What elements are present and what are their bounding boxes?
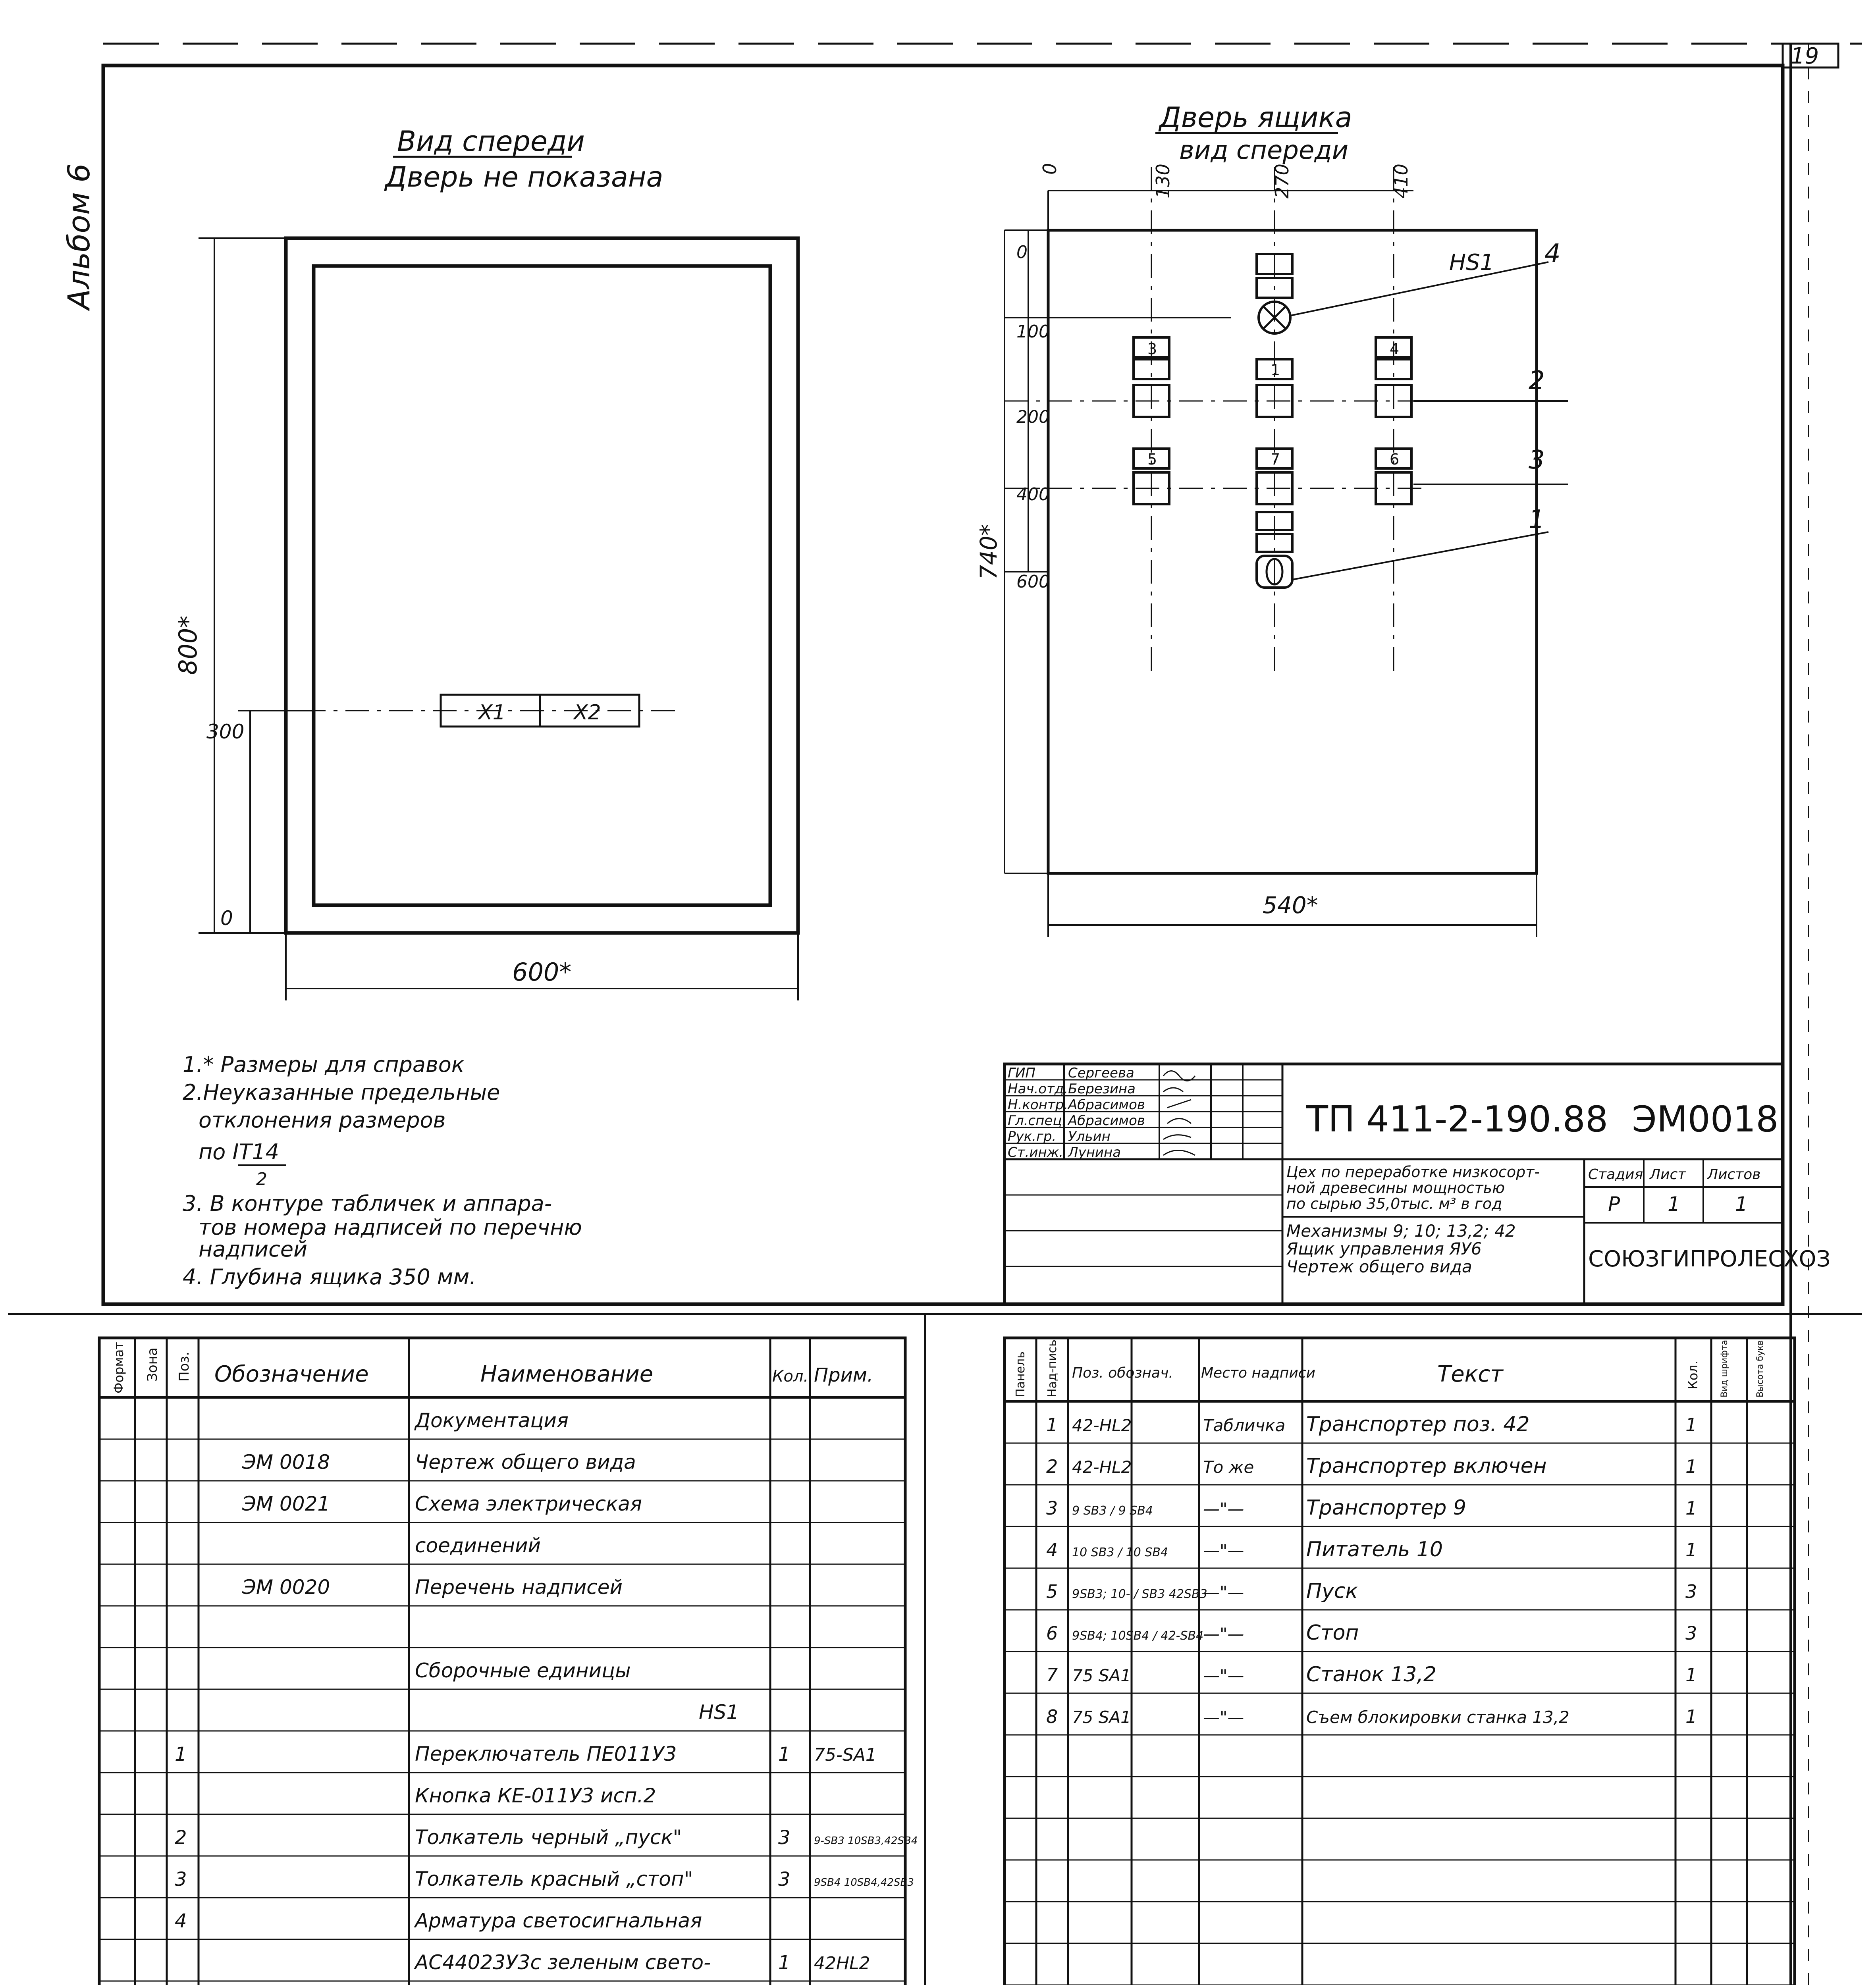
- callout-1: 1: [1529, 505, 1545, 534]
- sig-name: Березина: [1068, 1081, 1136, 1097]
- door-dim-width-540: 540*: [1263, 892, 1318, 919]
- table-row: [175, 1867, 914, 1891]
- insc-cell-text: Транспортер поз. 42: [1306, 1413, 1530, 1436]
- plate-r1-mid-num: 1: [1271, 361, 1280, 379]
- button-row-2: [1134, 449, 1411, 588]
- insc-header-pos: Поз. обознач.: [1072, 1365, 1173, 1381]
- insc-cell-text: Транспортер включен: [1306, 1454, 1547, 1478]
- note-line: 4. Глубина ящика 350 мм.: [183, 1264, 476, 1289]
- insc-cell-num: 6: [1046, 1623, 1058, 1644]
- insc-cell-pos: 9 SB3 / 9 SB4: [1072, 1504, 1153, 1518]
- front-view-subtitle: Дверь не показана: [385, 161, 663, 193]
- spec-cell-qty: 1: [778, 1952, 791, 1974]
- note-line: надписей: [199, 1237, 308, 1262]
- button-row-1: [1134, 337, 1411, 417]
- insc-cell-qty: 1: [1685, 1664, 1697, 1686]
- spec-header-designation: Обозначение: [214, 1361, 369, 1387]
- spec-header-note: Прим.: [814, 1364, 873, 1386]
- insc-cell-qty: 1: [1685, 1456, 1697, 1477]
- insc-cell-text: Транспортер 9: [1306, 1496, 1466, 1520]
- sheet-header: Лист: [1650, 1166, 1686, 1183]
- insc-cell-num: 7: [1046, 1664, 1058, 1686]
- insc-header-place: Место надписи: [1201, 1365, 1316, 1381]
- spec-cell-qty: 3: [778, 1868, 791, 1891]
- spec-cell-name: соединений: [415, 1534, 541, 1557]
- insc-cell-num: 3: [1046, 1497, 1058, 1519]
- spec-cell-name: Толкатель красный „стоп": [415, 1867, 693, 1891]
- door-view: [975, 101, 1568, 937]
- insc-cell-num: 4: [1046, 1539, 1058, 1561]
- drawing-notes: [183, 1052, 582, 1289]
- plate-r2-left-num: 5: [1147, 451, 1157, 468]
- spec-cell-name: Перечень надписей: [415, 1576, 623, 1599]
- callout-3: 3: [1529, 445, 1545, 475]
- spec-cell-pos: 1: [175, 1743, 187, 1765]
- door-view-title: Дверь ящика: [1159, 101, 1352, 134]
- door-y-dim-600: 600: [1016, 572, 1050, 592]
- note-line: 1.* Размеры для справок: [183, 1052, 465, 1077]
- dim-height-800: 800*: [174, 615, 202, 675]
- stage-header: Стадия: [1588, 1166, 1643, 1183]
- table-row: [1046, 1496, 1697, 1520]
- inscription-rows: [1046, 1413, 1697, 1727]
- insc-cell-text: Стоп: [1306, 1621, 1359, 1645]
- door-y-dim-200: 200: [1016, 407, 1050, 427]
- inscription-table: [1005, 1338, 1795, 1985]
- spec-cell-note: 9SB4 10SB4,42SB3: [814, 1877, 914, 1889]
- door-x-dim-270: 270: [1271, 164, 1293, 198]
- table-row: [175, 1826, 918, 1849]
- spec-cell-name: Арматура светосигнальная: [415, 1909, 702, 1932]
- object-desc: Цех по переработке низкосорт-: [1286, 1163, 1540, 1181]
- insc-header-height: Высота букв: [1755, 1340, 1765, 1397]
- table-row: [414, 1951, 870, 1974]
- dim-width-600: 600*: [512, 958, 572, 987]
- spec-cell-note: 42HL2: [814, 1953, 870, 1973]
- mech-line: Механизмы 9; 10; 13,2; 42: [1286, 1221, 1516, 1241]
- object-desc: ной древесины мощностью: [1286, 1179, 1505, 1197]
- sig-name: Ульин: [1068, 1129, 1111, 1145]
- spec-header-name: Наименование: [480, 1361, 654, 1387]
- sig-role: Гл.спец.: [1008, 1113, 1066, 1129]
- spec-cell-note: 75-SA1: [814, 1745, 877, 1765]
- sheet-number: 19: [1791, 43, 1819, 69]
- terminal-x1-label: X1: [478, 701, 506, 725]
- spec-cell-name: АС44023У3с зеленым свето-: [415, 1951, 711, 1974]
- table-row: [242, 1492, 642, 1515]
- dim-300: 300: [206, 720, 245, 743]
- insc-cell-qty: 1: [1685, 1497, 1697, 1519]
- sig-name: Сергеева: [1068, 1065, 1134, 1081]
- table-row: [175, 1742, 877, 1765]
- callout-4: 4: [1544, 239, 1561, 268]
- insc-cell-num: 5: [1046, 1581, 1058, 1602]
- insc-cell-place: —"—: [1203, 1624, 1244, 1644]
- sheet-value: 1: [1668, 1193, 1680, 1216]
- spec-cell-name: Чертеж общего вида: [415, 1451, 636, 1474]
- insc-cell-place: —"—: [1203, 1666, 1244, 1685]
- table-row: [415, 1534, 541, 1557]
- insc-cell-num: 1: [1046, 1414, 1058, 1436]
- terminal-x2-label: X2: [574, 701, 601, 725]
- note-line: отклонения размеров: [199, 1108, 446, 1133]
- table-row: [1046, 1413, 1697, 1436]
- table-row: [175, 1909, 702, 1932]
- insc-cell-place: Табличка: [1203, 1416, 1286, 1435]
- plate-r2-mid-num: 7: [1271, 451, 1280, 468]
- insc-cell-pos: 9SB3; 10- / SB3 42SB3: [1072, 1587, 1207, 1601]
- insc-cell-qty: 3: [1685, 1623, 1697, 1644]
- sig-name: Лунина: [1068, 1145, 1121, 1160]
- dim-0: 0: [220, 907, 233, 930]
- note-line: тов номера надписей по перечню: [199, 1215, 582, 1240]
- spec-cell-name: Схема электрическая: [415, 1492, 642, 1515]
- spec-cell-note: 9-SB3 10SB3,42SB4: [814, 1835, 918, 1847]
- note-line: 3. В контуре табличек и аппара-: [183, 1191, 552, 1216]
- spec-table: [99, 1338, 918, 1985]
- table-row: [1046, 1538, 1697, 1561]
- insc-cell-qty: 1: [1685, 1539, 1697, 1561]
- table-row: [1046, 1706, 1697, 1727]
- spec-header-format: Формат: [111, 1342, 126, 1393]
- spec-cell-designation: ЭМ 0021: [242, 1492, 330, 1515]
- org-name: СОЮЗГИПРОЛЕСХОЗ: [1588, 1246, 1831, 1272]
- sig-role: Рук.гр.: [1008, 1129, 1057, 1145]
- sig-role: ГИП: [1008, 1065, 1035, 1081]
- spec-cell-pos: 4: [175, 1910, 187, 1932]
- plate-r1-left-num: 3: [1147, 340, 1157, 358]
- door-dim-height-740: 740*: [975, 524, 1002, 580]
- table-row: [1046, 1454, 1697, 1478]
- spec-cell-designation: ЭМ 0018: [242, 1451, 330, 1474]
- spec-cell-pos: 2: [175, 1827, 187, 1849]
- insc-cell-pos: 42-HL2: [1072, 1416, 1132, 1435]
- object-desc: по сырью 35,0тыс. м³ в год: [1286, 1195, 1502, 1212]
- table-row: [1046, 1579, 1697, 1603]
- table-row: [414, 1409, 569, 1432]
- title-block-em0018: [1005, 1064, 1830, 1304]
- cabinet-inner: [314, 266, 770, 905]
- insc-cell-qty: 3: [1685, 1581, 1697, 1602]
- doc-code: ЭМ0018: [1632, 1098, 1779, 1140]
- table-row: [242, 1451, 636, 1474]
- insc-cell-pos: 9SB4; 10SB4 / 42-SB4: [1072, 1629, 1204, 1643]
- spec-header-pos: Поз.: [176, 1351, 192, 1382]
- insc-cell-text: Станок 13,2: [1306, 1663, 1436, 1686]
- spec-cell-name: HS1: [699, 1701, 739, 1724]
- table-row: [1046, 1663, 1697, 1686]
- spec-cell-name: Сборочные единицы: [415, 1659, 631, 1682]
- insc-cell-place: —"—: [1203, 1541, 1244, 1560]
- spec-grid: [99, 1439, 905, 1985]
- spec-cell-qty: 3: [778, 1827, 791, 1849]
- door-view-subtitle: вид спереди: [1179, 136, 1349, 165]
- table-row: [415, 1784, 656, 1807]
- table-row: [242, 1576, 623, 1599]
- sheets-value: 1: [1735, 1193, 1748, 1216]
- front-view: [174, 125, 798, 1000]
- door-y-dim-400: 400: [1016, 484, 1050, 505]
- table-row: [699, 1701, 739, 1724]
- insc-header-num: Над-пись: [1045, 1339, 1059, 1397]
- sig-name: Абрасимов: [1068, 1113, 1145, 1129]
- insc-cell-qty: 1: [1685, 1706, 1697, 1727]
- insc-header-qty: Кол.: [1685, 1361, 1701, 1390]
- project-code: ТП 411-2-190.88: [1306, 1098, 1608, 1140]
- sig-role: Нач.отд.: [1008, 1081, 1068, 1097]
- note-line: по IT14: [199, 1139, 280, 1164]
- insc-cell-num: 8: [1046, 1706, 1058, 1727]
- sig-name: Абрасимов: [1068, 1097, 1145, 1113]
- insc-cell-num: 2: [1046, 1456, 1058, 1477]
- spec-header-zone: Зона: [145, 1347, 160, 1382]
- doc-name: Чертеж общего вида: [1286, 1257, 1472, 1276]
- door-y-dim-0: 0: [1016, 242, 1028, 262]
- insc-cell-place: То же: [1203, 1457, 1254, 1477]
- table-row: [415, 1659, 631, 1682]
- insc-cell-text: Съем блокировки станка 13,2: [1306, 1707, 1569, 1727]
- insc-cell-qty: 1: [1685, 1414, 1697, 1436]
- sig-role: Ст.инж.: [1008, 1145, 1064, 1160]
- spec-cell-name: Переключатель ПЕ011У3: [415, 1742, 677, 1765]
- insc-cell-place: —"—: [1203, 1499, 1244, 1519]
- insc-cell-text: Пуск: [1306, 1579, 1358, 1603]
- plate-r2-right-num: 6: [1390, 451, 1400, 468]
- stage-value: Р: [1608, 1193, 1620, 1216]
- insc-header-panel: Панель: [1014, 1351, 1028, 1397]
- album-label: Альбом 6: [61, 163, 96, 310]
- insc-cell-pos: 10 SB3 / 10 SB4: [1072, 1546, 1168, 1559]
- door-x-dim-130: 130: [1152, 164, 1174, 198]
- door-x-dim-0: 0: [1039, 163, 1060, 175]
- plate-r1-right-num: 4: [1390, 340, 1400, 358]
- spec-cell-designation: ЭМ 0020: [242, 1576, 330, 1599]
- front-view-title: Вид спереди: [397, 125, 585, 158]
- sheets-header: Листов: [1707, 1166, 1761, 1183]
- spec-cell-name: Кнопка КЕ-011У3 исп.2: [415, 1784, 656, 1807]
- insc-header-text: Текст: [1437, 1361, 1503, 1387]
- hs1-label: HS1: [1449, 250, 1494, 276]
- spec-cell-pos: 3: [175, 1868, 187, 1891]
- insc-cell-pos: 42-HL2: [1072, 1457, 1132, 1477]
- insc-cell-text: Питатель 10: [1306, 1538, 1443, 1561]
- spec-cell-name: Документация: [415, 1409, 569, 1432]
- signature-mark: [1163, 1071, 1195, 1156]
- table-row: [1046, 1621, 1697, 1645]
- spec-cell-name: Толкатель черный „пуск": [415, 1826, 682, 1849]
- callout-2: 2: [1529, 366, 1545, 395]
- insc-cell-pos: 75 SA1: [1072, 1707, 1131, 1727]
- insc-cell-place: —"—: [1203, 1707, 1244, 1727]
- door-x-dim-410: 410: [1390, 164, 1412, 198]
- insc-header-font: Вид шрифта: [1720, 1339, 1729, 1397]
- sig-role: Н.контр.: [1008, 1097, 1068, 1113]
- spec-rows: [175, 1409, 918, 1985]
- insc-cell-pos: 75 SA1: [1072, 1666, 1131, 1685]
- box-line: Ящик управления ЯУ6: [1286, 1239, 1482, 1258]
- insc-cell-place: —"—: [1203, 1582, 1244, 1602]
- note-line: 2: [256, 1169, 267, 1189]
- spec-cell-qty: 1: [778, 1743, 791, 1765]
- note-line: 2.Неуказанные предельные: [183, 1080, 500, 1105]
- cabinet-outline: [286, 238, 798, 933]
- spec-header-qty: Кол.: [772, 1367, 809, 1386]
- door-y-dim-100: 100: [1016, 322, 1050, 342]
